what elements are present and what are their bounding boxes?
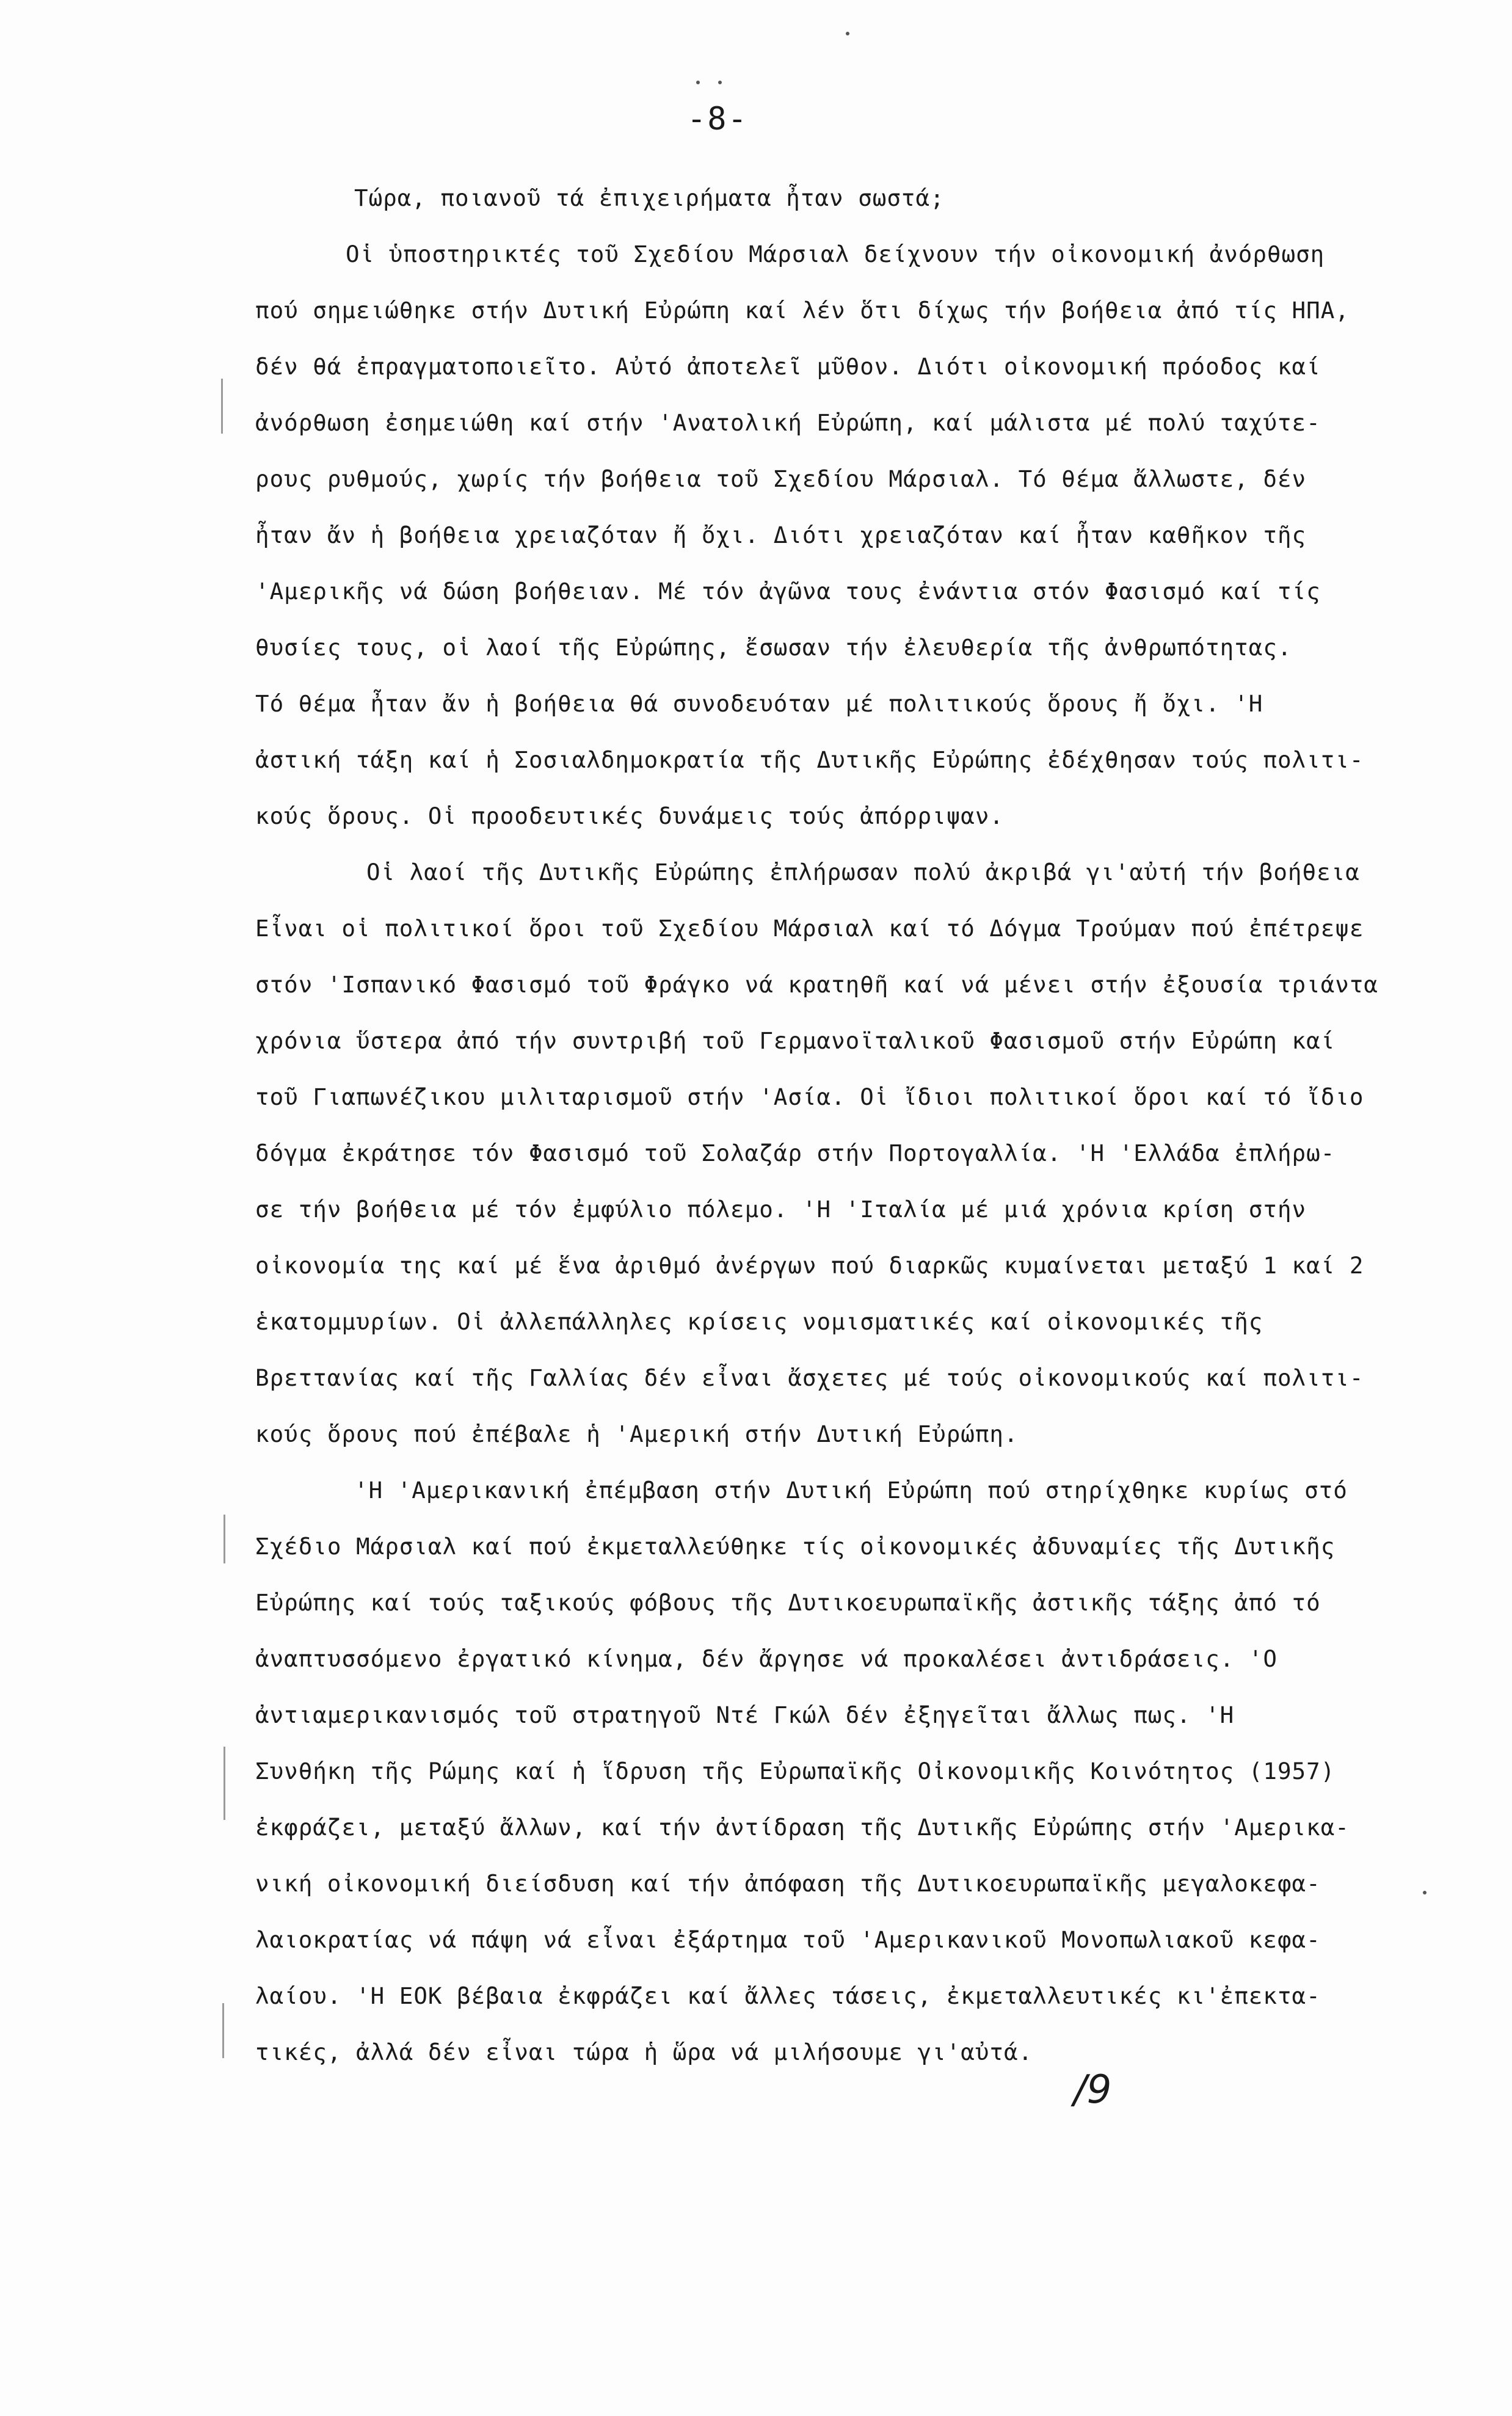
text-line: κούς ὅρους πού ἐπέβαλε ἡ 'Αμερική στήν Δυτική Εὐρώπη. xyxy=(255,1421,1019,1447)
left-margin-mark xyxy=(224,1515,225,1563)
text-line: λαιοκρατίας νά πάψη νά εἶναι ἐξάρτημα τοῦ 'Αμερικανικοῦ Μονοπωλιακοῦ κεφα- xyxy=(255,1926,1321,1953)
paper-speck xyxy=(696,81,700,84)
text-line: σε τήν βοήθεια μέ τόν ἐμφύλιο πόλεμο. 'Η 'Ιταλία μέ μιά χρόνια κρίση στήν xyxy=(255,1196,1307,1223)
text-line: Οἱ ὑποστηρικτές τοῦ Σχεδίου Μάρσιαλ δείχνουν τήν οἰκονομική ἀνόρθωση xyxy=(346,241,1325,267)
paragraph xyxy=(255,1462,1428,2080)
text-line: 'Αμερικῆς νά δώση βοήθειαν. Μέ τόν ἀγῶνα τους ἐνάντια στόν Φασισμό καί τίς xyxy=(255,578,1321,605)
left-margin-mark xyxy=(221,379,223,434)
text-line: Εὐρώπης καί τούς ταξικούς φόβους τῆς Δυτικοευρωπαϊκῆς ἀστικῆς τάξης ἀπό τό xyxy=(255,1589,1321,1616)
text-line: δέν θά ἐπραγματοποιεῖτο. Αὐτό ἀποτελεῖ μῦθον. Διότι οἰκονομική πρόοδος καί xyxy=(255,353,1321,380)
text-line: ἐκφράζει, μεταξύ ἄλλων, καί τήν ἀντίδραση τῆς Δυτικῆς Εὐρώπης στήν 'Αμερικα- xyxy=(255,1814,1350,1841)
text-line: Βρεττανίας καί τῆς Γαλλίας δέν εἶναι ἄσχετες μέ τούς οἰκονομικούς καί πολιτι- xyxy=(255,1364,1364,1391)
text-line: Τό θέμα ἦταν ἄν ἡ βοήθεια θά συνοδευόταν μέ πολιτικούς ὅρους ἤ ὄχι. 'Η xyxy=(255,690,1263,717)
text-line: Σχέδιο Μάρσιαλ καί πού ἐκμεταλλεύθηκε τίς οἰκονομικές ἀδυναμίες τῆς Δυτικῆς xyxy=(255,1533,1336,1560)
text-line: ἀναπτυσσόμενο ἐργατικό κίνημα, δέν ἄργησε νά προκαλέσει ἀντιδράσεις. 'Ο xyxy=(255,1645,1278,1672)
paper-speck xyxy=(846,32,849,35)
page-number: -8- xyxy=(687,101,748,137)
text-line: Συνθήκη τῆς Ρώμης καί ἡ ἵδρυση τῆς Εὐρωπαϊκῆς Οἰκονομικῆς Κοινότητος (1957) xyxy=(255,1758,1336,1785)
text-line: δόγμα ἐκράτησε τόν Φασισμό τοῦ Σολαζάρ στήν Πορτογαλλία. 'Η 'Ελλάδα ἐπλήρω- xyxy=(255,1140,1336,1166)
left-margin-mark xyxy=(222,2003,224,2058)
text-line: ρους ρυθμούς, χωρίς τήν βοήθεια τοῦ Σχεδίου Μάρσιαλ. Τό θέμα ἄλλωστε, δέν xyxy=(255,465,1307,492)
text-line: 'Η 'Αμερικανική ἐπέμβαση στήν Δυτική Εὐρώπη πού στηρίχθηκε κυρίως στό xyxy=(354,1477,1348,1504)
text-line: ἑκατομμυρίων. Οἱ ἀλλεπάλληλες κρίσεις νομισματικές καί οἰκονομικές τῆς xyxy=(255,1308,1263,1335)
text-line: Τώρα, ποιανοῦ τά ἐπιχειρήματα ἦταν σωστά; xyxy=(354,184,945,211)
text-line: Οἱ λαοί τῆς Δυτικῆς Εὐρώπης ἐπλήρωσαν πολύ ἀκριβά γι'αὐτή τήν βοήθεια xyxy=(366,859,1360,886)
body-text xyxy=(255,170,1428,2080)
text-line: κούς ὅρους. Οἱ προοδευτικές δυνάμεις τούς ἀπόρριψαν. xyxy=(255,802,1004,829)
text-line: πού σημειώθηκε στήν Δυτική Εὐρώπη καί λέν ὅτι δίχως τήν βοήθεια ἀπό τίς ΗΠΑ, xyxy=(255,297,1350,324)
text-line: ἀντιαμερικανισμός τοῦ στρατηγοῦ Ντέ Γκώλ δέν ἐξηγεῖται ἄλλως πως. 'Η xyxy=(255,1701,1235,1728)
text-line: ἀνόρθωση ἐσημειώθη καί στήν 'Ανατολική Εὐρώπη, καί μάλιστα μέ πολύ ταχύτε- xyxy=(255,409,1321,436)
text-line: τοῦ Γιαπωνέζικου μιλιταρισμοῦ στήν 'Ασία. Οἱ ἴδιοι πολιτικοί ὅροι καί τό ἴδιο xyxy=(255,1083,1364,1110)
text-line: ἦταν ἄν ἡ βοήθεια χρειαζόταν ἤ ὄχι. Διότι χρειαζόταν καί ἦταν καθῆκον τῆς xyxy=(255,522,1307,548)
text-line: Εἶναι οἱ πολιτικοί ὅροι τοῦ Σχεδίου Μάρσιαλ καί τό Δόγμα Τρούμαν πού ἐπέτρεψε xyxy=(255,915,1364,942)
text-line: τικές, ἀλλά δέν εἶναι τώρα ἡ ὥρα νά μιλήσουμε γι'αὐτά. xyxy=(255,2039,1033,2065)
paragraph xyxy=(255,226,1428,844)
paragraph xyxy=(255,170,1428,226)
text-line: νική οἰκονομική διείσδυση καί τήν ἀπόφαση τῆς Δυτικοευρωπαϊκῆς μεγαλοκεφα- xyxy=(255,1870,1321,1897)
continuation-mark: /9 xyxy=(1074,2067,1112,2112)
left-margin-mark xyxy=(224,1747,225,1820)
text-line: θυσίες τους, οἱ λαοί τῆς Εὐρώπης, ἔσωσαν τήν ἐλευθερία τῆς ἀνθρωπότητας. xyxy=(255,634,1292,661)
text-line: χρόνια ὕστερα ἀπό τήν συντριβή τοῦ Γερμανοϊταλικοῦ Φασισμοῦ στήν Εὐρώπη καί xyxy=(255,1027,1336,1054)
text-line: οἰκονομία της καί μέ ἕνα ἀριθμό ἀνέργων πού διαρκῶς κυμαίνεται μεταξύ 1 καί 2 xyxy=(255,1252,1364,1279)
paragraph xyxy=(255,844,1428,1462)
paper-speck xyxy=(718,81,722,84)
text-line: στόν 'Ισπανικό Φασισμό τοῦ Φράγκο νά κρατηθῆ καί νά μένει στήν ἐξουσία τριάντα xyxy=(255,971,1378,998)
text-line: ἀστική τάξη καί ἡ Σοσιαλδημοκρατία τῆς Δυτικῆς Εὐρώπης ἐδέχθησαν τούς πολιτι- xyxy=(255,746,1364,773)
text-line: λαίου. 'Η ΕΟΚ βέβαια ἐκφράζει καί ἄλλες τάσεις, ἐκμεταλλευτικές κι'ἐπεκτα- xyxy=(255,1982,1321,2009)
